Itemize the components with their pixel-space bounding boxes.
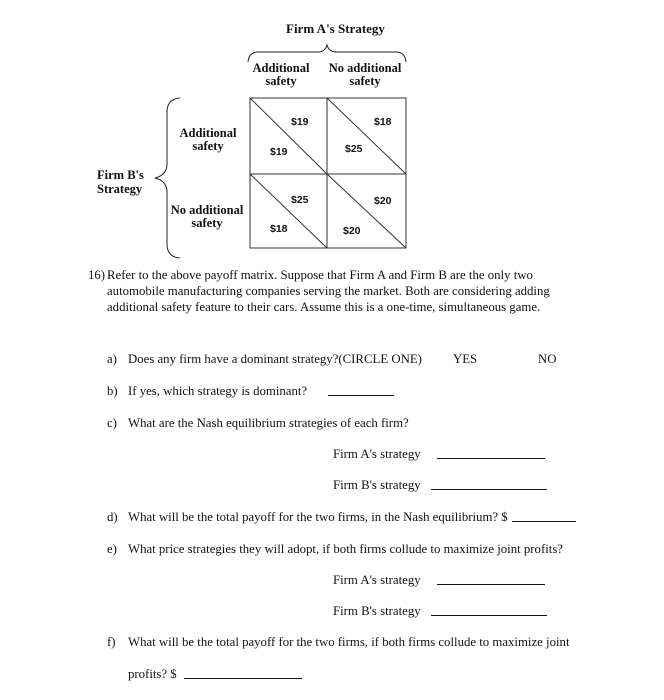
part-c-firm-b-blank[interactable] [431, 477, 547, 490]
part-c-label: c) [107, 416, 117, 430]
part-c-firm-a-label: Firm A's strategy [333, 447, 421, 461]
firm-a-col1-label: Additional safety [252, 61, 310, 88]
part-c-text: What are the Nash equilibrium strategies of each firm? [128, 416, 409, 430]
part-e-firm-a-blank[interactable] [437, 572, 545, 585]
part-e-text: What price strategies they will adopt, if both firms collude to maximize joint profits? [128, 542, 563, 556]
part-f-label: f) [107, 635, 116, 649]
part-f-text-continued: profits? $ [128, 667, 177, 681]
part-c-firm-a-blank[interactable] [437, 446, 545, 459]
cell-3-firm-b-payoff: $18 [270, 223, 288, 235]
part-a-yes-option[interactable]: YES [453, 352, 478, 366]
firm-b-row2-label: No additional safety [170, 203, 244, 230]
firm-b-row1-label: Additional safety [179, 126, 237, 153]
cell-1-firm-a-payoff: $19 [291, 116, 309, 128]
question-number: 16) [88, 268, 106, 282]
part-c-firm-b-label: Firm B's strategy [333, 478, 421, 492]
cell-4-firm-a-payoff: $20 [374, 195, 392, 207]
part-b-label: b) [107, 384, 118, 398]
part-d-answer-blank[interactable] [512, 509, 576, 522]
part-a-text: Does any firm have a dominant strategy?(CIRCLE ONE) [128, 352, 422, 366]
cell-diagonal-3 [250, 174, 327, 248]
part-e-firm-b-label: Firm B's strategy [333, 604, 421, 618]
part-a-label: a) [107, 352, 117, 366]
part-f-answer-blank[interactable] [184, 666, 302, 679]
question-text: Refer to the above payoff matrix. Suppose that Firm A and Firm B are the only two automobile manufacturing companies serving the market. Both are considering adding additional safety feature to their cars. Assume this is a one-time, simultaneous game. [107, 268, 550, 314]
cell-3-firm-a-payoff: $25 [291, 194, 309, 206]
firm-b-brace [155, 98, 180, 258]
part-b-answer-blank[interactable] [328, 383, 394, 396]
part-b-text: If yes, which strategy is dominant? [128, 384, 308, 398]
part-e-firm-b-blank[interactable] [431, 603, 547, 616]
cell-diagonal-1 [250, 98, 327, 174]
firm-a-brace [248, 45, 406, 62]
part-d-text: What will be the total payoff for the two firms, in the Nash equilibrium? $ [128, 510, 508, 524]
cell-diagonal-2 [327, 98, 406, 174]
part-a-no-option[interactable]: NO [538, 352, 557, 366]
cell-4-firm-b-payoff: $20 [343, 225, 361, 237]
firm-a-title: Firm A's Strategy [286, 21, 385, 36]
firm-a-col2-label: No additional safety [328, 61, 402, 88]
cell-2-firm-b-payoff: $25 [345, 143, 363, 155]
cell-2-firm-a-payoff: $18 [374, 116, 392, 128]
part-f-text: What will be the total payoff for the two firms, if both firms collude to maximize joint [128, 635, 570, 649]
part-e-label: e) [107, 542, 117, 556]
part-e-firm-a-label: Firm A's strategy [333, 573, 421, 587]
firm-b-title: Firm B's Strategy [97, 168, 144, 196]
part-d-label: d) [107, 510, 118, 524]
cell-diagonal-4 [327, 174, 406, 248]
cell-1-firm-b-payoff: $19 [270, 146, 288, 158]
